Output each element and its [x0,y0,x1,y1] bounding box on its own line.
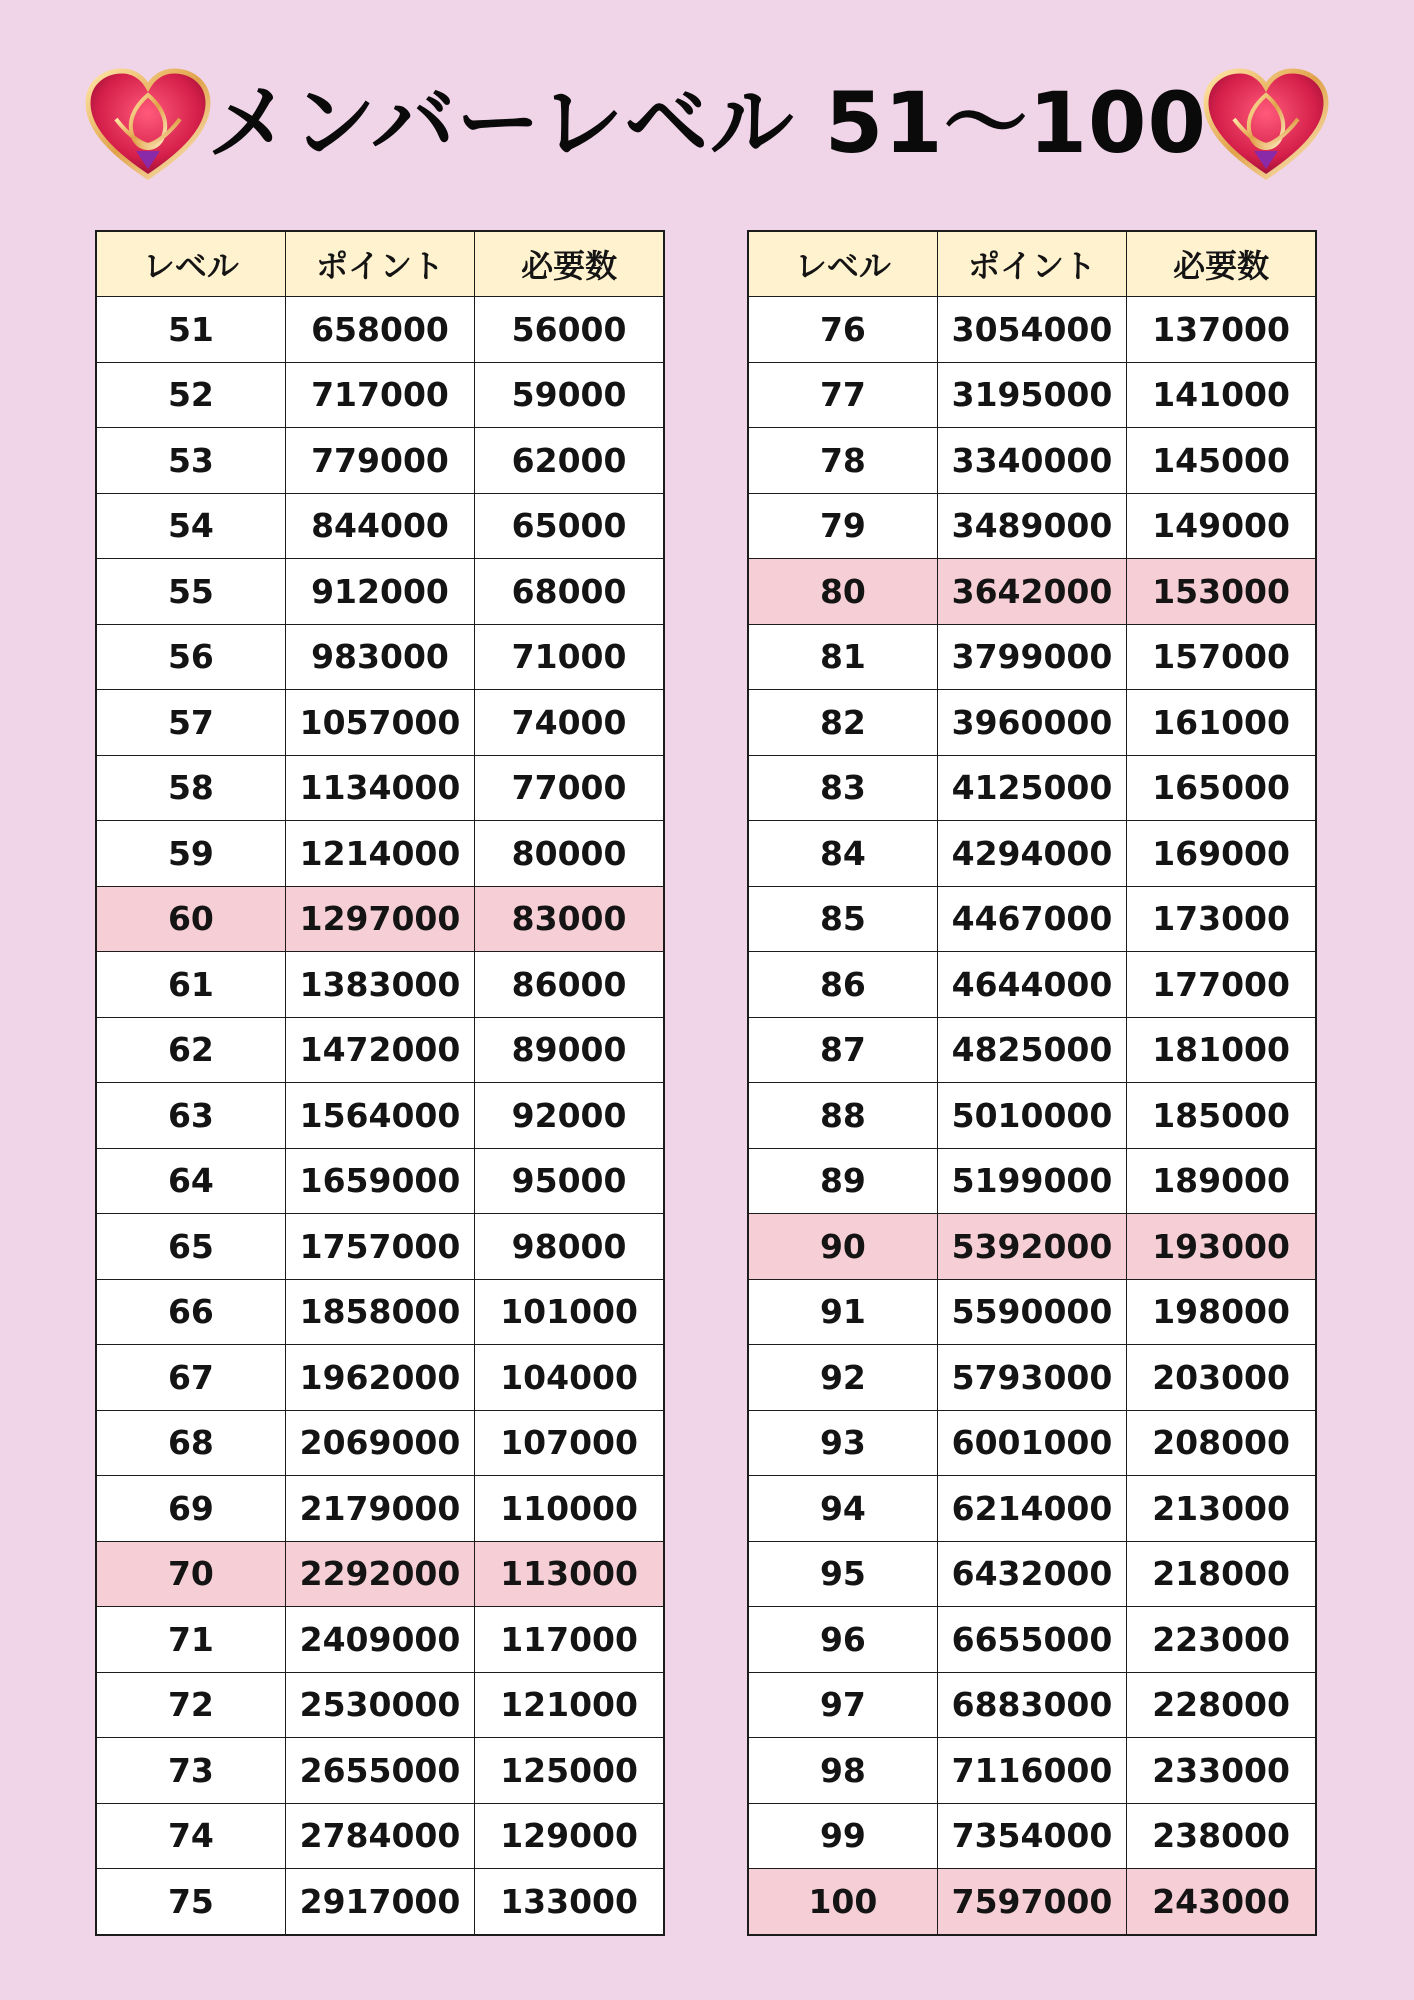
header-required: 必要数 [1127,231,1316,297]
cell-level: 69 [96,1476,285,1542]
table-row [748,755,1316,821]
table-row [96,1279,664,1345]
cell-required: 213000 [1127,1476,1316,1542]
cell-level: 63 [96,1083,285,1149]
cell-level: 92 [748,1345,937,1411]
cell-level: 70 [96,1541,285,1607]
cell-level: 82 [748,690,937,756]
table-row [748,559,1316,625]
cell-required: 145000 [1127,428,1316,494]
cell-level: 93 [748,1410,937,1476]
table-row [96,362,664,428]
table-row [96,886,664,952]
table-row [748,1279,1316,1345]
cell-points: 5392000 [937,1214,1126,1280]
cell-points: 2784000 [285,1803,474,1869]
cell-required: 98000 [475,1214,664,1280]
cell-points: 2530000 [285,1672,474,1738]
cell-points: 7116000 [937,1738,1126,1804]
cell-points: 3054000 [937,297,1126,363]
table-row [96,428,664,494]
cell-points: 3642000 [937,559,1126,625]
table-row [96,559,664,625]
header-required: 必要数 [475,231,664,297]
cell-required: 68000 [475,559,664,625]
cell-points: 1383000 [285,952,474,1018]
cell-required: 228000 [1127,1672,1316,1738]
table-row [748,1672,1316,1738]
cell-level: 86 [748,952,937,1018]
cell-points: 6432000 [937,1541,1126,1607]
cell-level: 74 [96,1803,285,1869]
cell-points: 658000 [285,297,474,363]
table-row [96,297,664,363]
cell-points: 4294000 [937,821,1126,887]
table-row [748,1214,1316,1280]
cell-points: 1134000 [285,755,474,821]
cell-level: 65 [96,1214,285,1280]
table-row [96,624,664,690]
cell-level: 54 [96,493,285,559]
cell-points: 6214000 [937,1476,1126,1542]
cell-points: 912000 [285,559,474,625]
cell-level: 100 [748,1869,937,1935]
table-row [96,690,664,756]
table-row [96,1214,664,1280]
cell-required: 133000 [475,1869,664,1935]
cell-level: 78 [748,428,937,494]
table-row [748,1017,1316,1083]
table-row [748,1803,1316,1869]
cell-level: 73 [96,1738,285,1804]
cell-points: 3195000 [937,362,1126,428]
table-row [96,493,664,559]
cell-points: 2069000 [285,1410,474,1476]
cell-level: 76 [748,297,937,363]
cell-points: 4825000 [937,1017,1126,1083]
cell-points: 2655000 [285,1738,474,1804]
cell-points: 7354000 [937,1803,1126,1869]
heart-emblem-icon [1200,65,1332,185]
level-table-left [95,230,665,1936]
cell-required: 110000 [475,1476,664,1542]
cell-level: 62 [96,1017,285,1083]
cell-points: 6883000 [937,1672,1126,1738]
cell-required: 104000 [475,1345,664,1411]
cell-level: 96 [748,1607,937,1673]
title-bar [0,55,1414,195]
table-row [96,952,664,1018]
cell-points: 5199000 [937,1148,1126,1214]
cell-required: 165000 [1127,755,1316,821]
cell-required: 101000 [475,1279,664,1345]
cell-level: 79 [748,493,937,559]
table-row [748,1410,1316,1476]
cell-level: 72 [96,1672,285,1738]
cell-level: 55 [96,559,285,625]
cell-level: 58 [96,755,285,821]
cell-required: 77000 [475,755,664,821]
cell-required: 141000 [1127,362,1316,428]
table-row [748,1738,1316,1804]
cell-required: 198000 [1127,1279,1316,1345]
cell-level: 71 [96,1607,285,1673]
cell-level: 95 [748,1541,937,1607]
cell-level: 52 [96,362,285,428]
cell-points: 779000 [285,428,474,494]
header-points: ポイント [285,231,474,297]
cell-required: 149000 [1127,493,1316,559]
header-level: レベル [96,231,285,297]
table-row [748,1148,1316,1214]
cell-level: 56 [96,624,285,690]
table-row [748,362,1316,428]
table-row [96,1083,664,1149]
cell-points: 5010000 [937,1083,1126,1149]
cell-required: 243000 [1127,1869,1316,1935]
cell-required: 173000 [1127,886,1316,952]
cell-required: 203000 [1127,1345,1316,1411]
table-row [748,428,1316,494]
cell-points: 4644000 [937,952,1126,1018]
table-row [96,1410,664,1476]
cell-required: 113000 [475,1541,664,1607]
cell-level: 51 [96,297,285,363]
table-row [96,1017,664,1083]
cell-points: 4467000 [937,886,1126,952]
cell-required: 223000 [1127,1607,1316,1673]
cell-required: 59000 [475,362,664,428]
cell-level: 85 [748,886,937,952]
table-row [748,493,1316,559]
cell-required: 121000 [475,1672,664,1738]
cell-level: 91 [748,1279,937,1345]
cell-required: 107000 [475,1410,664,1476]
table-row [96,1476,664,1542]
cell-points: 6001000 [937,1410,1126,1476]
cell-required: 189000 [1127,1148,1316,1214]
table-row [748,1345,1316,1411]
cell-level: 53 [96,428,285,494]
cell-level: 77 [748,362,937,428]
table-row [748,1607,1316,1673]
cell-points: 2409000 [285,1607,474,1673]
cell-required: 169000 [1127,821,1316,887]
cell-points: 1057000 [285,690,474,756]
table-row [96,1345,664,1411]
cell-required: 185000 [1127,1083,1316,1149]
cell-level: 60 [96,886,285,952]
cell-level: 99 [748,1803,937,1869]
cell-level: 67 [96,1345,285,1411]
cell-level: 98 [748,1738,937,1804]
table-row [96,821,664,887]
cell-points: 1472000 [285,1017,474,1083]
cell-points: 3799000 [937,624,1126,690]
table-row [96,1869,664,1935]
cell-level: 81 [748,624,937,690]
table-row [748,821,1316,887]
table-row [96,1148,664,1214]
cell-required: 95000 [475,1148,664,1214]
cell-points: 1858000 [285,1279,474,1345]
cell-points: 4125000 [937,755,1126,821]
cell-level: 68 [96,1410,285,1476]
cell-points: 5590000 [937,1279,1126,1345]
cell-required: 153000 [1127,559,1316,625]
page-title: メンバーレベル 51〜100 [207,74,1207,172]
cell-required: 208000 [1127,1410,1316,1476]
table-row [748,624,1316,690]
cell-points: 1564000 [285,1083,474,1149]
cell-points: 1214000 [285,821,474,887]
table-row [748,297,1316,363]
table-row [96,1803,664,1869]
table-row [96,1541,664,1607]
cell-points: 7597000 [937,1869,1126,1935]
table-row [748,1083,1316,1149]
cell-required: 129000 [475,1803,664,1869]
cell-required: 238000 [1127,1803,1316,1869]
header-points: ポイント [937,231,1126,297]
cell-required: 80000 [475,821,664,887]
table-row [96,1738,664,1804]
cell-level: 57 [96,690,285,756]
table-row [748,1476,1316,1542]
cell-level: 75 [96,1869,285,1935]
cell-required: 83000 [475,886,664,952]
cell-required: 71000 [475,624,664,690]
level-table-right [747,230,1317,1936]
cell-points: 844000 [285,493,474,559]
cell-level: 97 [748,1672,937,1738]
cell-required: 181000 [1127,1017,1316,1083]
cell-points: 717000 [285,362,474,428]
cell-points: 1659000 [285,1148,474,1214]
cell-points: 5793000 [937,1345,1126,1411]
cell-level: 83 [748,755,937,821]
cell-required: 137000 [1127,297,1316,363]
cell-required: 161000 [1127,690,1316,756]
cell-points: 3340000 [937,428,1126,494]
cell-required: 65000 [475,493,664,559]
table-row [748,1541,1316,1607]
cell-level: 66 [96,1279,285,1345]
cell-level: 84 [748,821,937,887]
table-row [96,755,664,821]
cell-required: 86000 [475,952,664,1018]
header-level: レベル [748,231,937,297]
cell-required: 193000 [1127,1214,1316,1280]
table-row [96,1672,664,1738]
cell-required: 89000 [475,1017,664,1083]
cell-level: 59 [96,821,285,887]
cell-required: 233000 [1127,1738,1316,1804]
cell-required: 62000 [475,428,664,494]
cell-required: 125000 [475,1738,664,1804]
cell-level: 94 [748,1476,937,1542]
table-header-row [748,231,1316,297]
table-header-row [96,231,664,297]
cell-points: 1297000 [285,886,474,952]
cell-points: 1757000 [285,1214,474,1280]
cell-level: 80 [748,559,937,625]
cell-level: 87 [748,1017,937,1083]
cell-required: 92000 [475,1083,664,1149]
table-row [748,690,1316,756]
cell-points: 2179000 [285,1476,474,1542]
table-row [748,1869,1316,1935]
cell-level: 88 [748,1083,937,1149]
cell-level: 89 [748,1148,937,1214]
cell-required: 218000 [1127,1541,1316,1607]
table-row [748,952,1316,1018]
cell-required: 157000 [1127,624,1316,690]
cell-points: 1962000 [285,1345,474,1411]
cell-points: 983000 [285,624,474,690]
cell-points: 3489000 [937,493,1126,559]
cell-level: 61 [96,952,285,1018]
cell-points: 2292000 [285,1541,474,1607]
cell-required: 74000 [475,690,664,756]
table-row [96,1607,664,1673]
cell-level: 90 [748,1214,937,1280]
cell-points: 3960000 [937,690,1126,756]
cell-required: 117000 [475,1607,664,1673]
cell-points: 6655000 [937,1607,1126,1673]
cell-required: 177000 [1127,952,1316,1018]
cell-level: 64 [96,1148,285,1214]
cell-required: 56000 [475,297,664,363]
table-row [748,886,1316,952]
cell-points: 2917000 [285,1869,474,1935]
